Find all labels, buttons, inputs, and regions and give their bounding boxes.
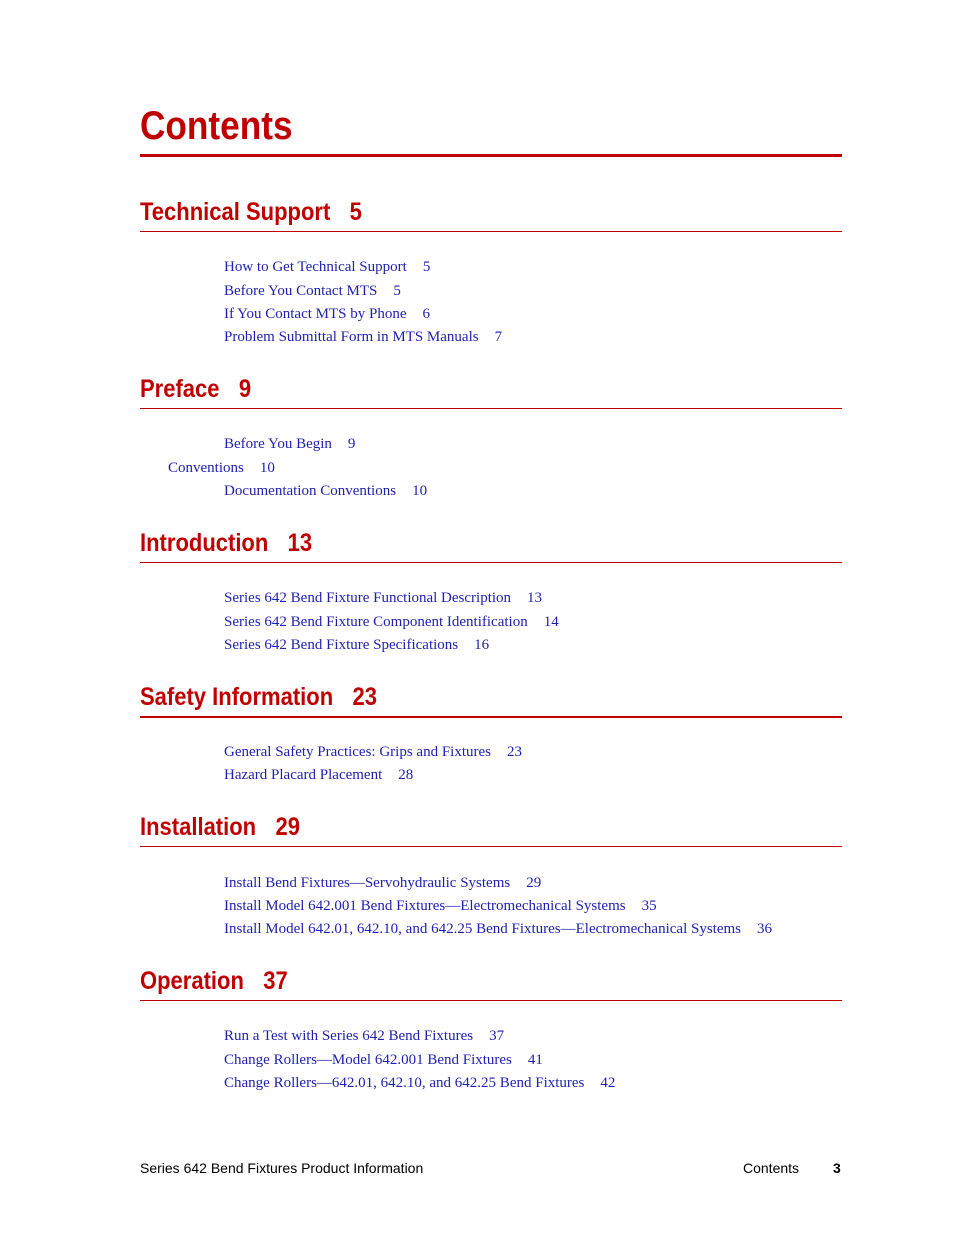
toc-entry-label: Problem Submittal Form in MTS Manuals: [224, 329, 479, 345]
toc-entry-page: 5: [422, 259, 431, 275]
toc-entry-page: 35: [641, 898, 657, 914]
footer-document-title: Series 642 Bend Fixtures Product Information: [140, 1160, 424, 1176]
footer-section-name: Contents: [743, 1160, 800, 1176]
toc-entry[interactable]: [224, 766, 413, 784]
toc-entry[interactable]: [224, 743, 522, 761]
section-heading-page: 37: [263, 967, 288, 995]
toc-entry-label: Before You Begin: [224, 436, 332, 452]
section-heading-label: Introduction: [140, 529, 269, 557]
footer-page-number: 3: [833, 1160, 841, 1176]
toc-entry-page: 14: [543, 614, 559, 630]
toc-entry-label: Conventions: [168, 460, 244, 476]
toc-entry-label: Before You Contact MTS: [224, 283, 378, 299]
toc-entry[interactable]: [224, 305, 430, 323]
toc-entry-label: Change Rollers—Model 642.001 Bend Fixtures: [224, 1052, 512, 1068]
section-rule: [140, 408, 842, 409]
section-heading-page: 9: [238, 375, 252, 403]
toc-entry-page: 41: [527, 1052, 543, 1068]
section-heading[interactable]: [140, 528, 312, 558]
toc-entry-page: 9: [347, 436, 356, 452]
section-heading-page: 23: [352, 683, 377, 711]
section-heading-label: Preface: [140, 375, 220, 403]
toc-entry-label: Run a Test with Series 642 Bend Fixtures: [224, 1028, 474, 1044]
toc-entry-label: Documentation Conventions: [224, 483, 397, 499]
toc-entry-label: Install Model 642.001 Bend Fixtures—Electromechanical Systems: [224, 898, 626, 914]
toc-entry-page: 29: [526, 875, 542, 891]
toc-entry-page: 6: [422, 306, 431, 322]
toc-entry-page: 37: [489, 1028, 505, 1044]
toc-entry[interactable]: [168, 459, 275, 477]
toc-entry-page: 10: [259, 460, 275, 476]
toc-entry-label: Series 642 Bend Fixture Functional Description: [224, 590, 512, 606]
section-heading-page: 13: [287, 529, 313, 557]
toc-entry[interactable]: [224, 258, 430, 276]
section-heading-label: Safety Information: [140, 683, 334, 711]
section-rule: [140, 231, 842, 232]
section-rule: [140, 846, 842, 847]
toc-entry[interactable]: [224, 613, 559, 631]
section-heading[interactable]: [140, 812, 300, 842]
section-heading-page: 29: [275, 813, 300, 841]
toc-entry-page: 36: [757, 921, 773, 937]
section-heading-label: Installation: [140, 813, 257, 841]
section-heading[interactable]: [140, 966, 288, 996]
toc-entry-page: 23: [507, 744, 523, 760]
toc-entry-label: Install Model 642.01, 642.10, and 642.25 Bend Fixtures—Electromechanical Systems: [224, 921, 742, 937]
title-rule: [140, 154, 842, 157]
toc-entry-page: 7: [494, 329, 503, 345]
toc-entry-label: Hazard Placard Placement: [224, 767, 383, 783]
toc-entry[interactable]: [224, 1051, 543, 1069]
toc-entry[interactable]: [224, 482, 427, 500]
section-heading[interactable]: [140, 197, 362, 227]
toc-entry[interactable]: [224, 1074, 615, 1092]
toc-entry-page: 42: [600, 1075, 616, 1091]
toc-entry-label: Install Bend Fixtures—Servohydraulic Systems: [224, 875, 511, 891]
toc-entry[interactable]: [224, 897, 657, 915]
page-title: Contents: [140, 104, 293, 148]
toc-entry-page: 16: [474, 637, 490, 653]
section-heading[interactable]: [140, 682, 377, 712]
toc-entry-page: 10: [412, 483, 428, 499]
toc-entry[interactable]: [224, 328, 502, 346]
toc-entry-label: If You Contact MTS by Phone: [224, 306, 407, 322]
toc-entry-page: 13: [527, 590, 543, 606]
section-rule: [140, 1000, 842, 1001]
toc-entry-label: Change Rollers—642.01, 642.10, and 642.25 Bend Fixtures: [224, 1075, 585, 1091]
toc-entry-label: Series 642 Bend Fixture Component Identification: [224, 614, 528, 630]
section-heading-label: Technical Support: [140, 198, 331, 226]
section-rule: [140, 716, 842, 718]
section-heading-label: Operation: [140, 967, 244, 995]
toc-entry[interactable]: [224, 636, 489, 654]
toc-entry-label: Series 642 Bend Fixture Specifications: [224, 637, 459, 653]
section-heading-page: 5: [349, 198, 362, 226]
toc-entry-label: How to Get Technical Support: [224, 259, 407, 275]
toc-entry[interactable]: [224, 874, 541, 892]
toc-entry[interactable]: [224, 589, 542, 607]
section-heading[interactable]: [140, 374, 251, 404]
toc-entry[interactable]: [224, 920, 772, 938]
toc-entry[interactable]: [224, 1027, 504, 1045]
toc-entry[interactable]: [224, 282, 401, 300]
toc-entry-page: 28: [398, 767, 414, 783]
toc-entry[interactable]: [224, 435, 355, 453]
section-rule: [140, 562, 842, 563]
toc-entry-page: 5: [393, 283, 401, 299]
toc-entry-label: General Safety Practices: Grips and Fixtures: [224, 744, 492, 760]
